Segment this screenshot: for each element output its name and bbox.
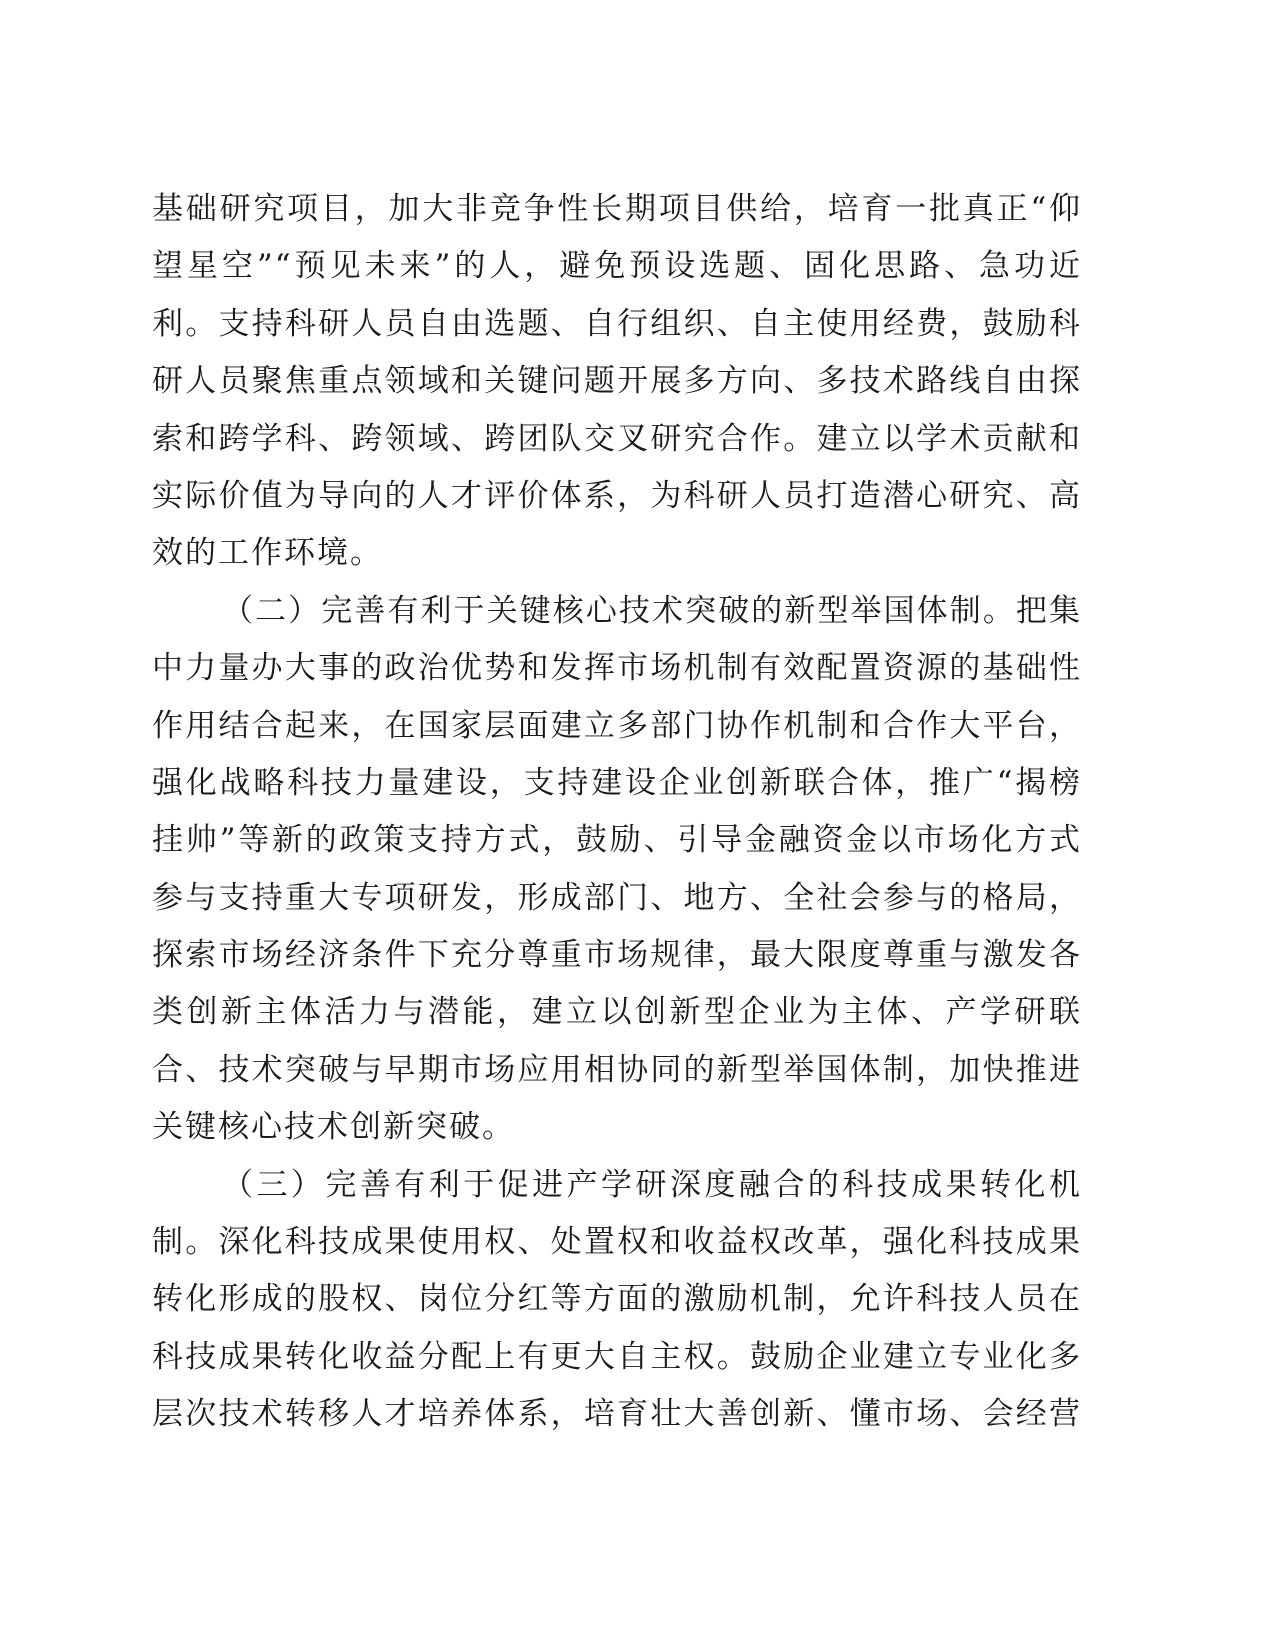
text-line: 实际价值为导向的人才评价体系，为科研人员打造潜心研究、高	[152, 477, 1082, 514]
text-line: 利。支持科研人员自由选题、自行组织、自主使用经费，鼓励科	[152, 305, 1082, 342]
text-line: 索和跨学科、跨领域、跨团队交叉研究合作。建立以学术贡献和	[152, 420, 1082, 457]
text-line: 关键核心技术创新突破。	[152, 1109, 515, 1146]
text-line: 研人员聚焦重点领域和关键问题开展多方向、多技术路线自由探	[152, 363, 1082, 400]
text-line: 参与支持重大专项研发，形成部门、地方、全社会参与的格局，	[152, 879, 1082, 916]
section-heading-line: （二）完善有利于关键核心技术突破的新型举国体制。把集	[222, 592, 1082, 629]
text-line: 中力量办大事的政治优势和发挥市场机制有效配置资源的基础性	[152, 650, 1082, 687]
text-line: 探索市场经济条件下充分尊重市场规律，最大限度尊重与激发各	[152, 937, 1082, 974]
text-line: 强化战略科技力量建设，支持建设企业创新联合体，推广“揭榜	[152, 764, 1082, 801]
text-line: 科技成果转化收益分配上有更大自主权。鼓励企业建立专业化多	[152, 1338, 1082, 1375]
text-line: 合、技术突破与早期市场应用相协同的新型举国体制，加快推进	[152, 1051, 1082, 1088]
text-line: 层次技术转移人才培养体系，培育壮大善创新、懂市场、会经营	[152, 1396, 1082, 1433]
text-line: 制。深化科技成果使用权、处置权和收益权改革，强化科技成果	[152, 1224, 1082, 1261]
text-line: 基础研究项目，加大非竞争性长期项目供给，培育一批真正“仰	[152, 191, 1082, 227]
text-line: 挂帅”等新的政策支持方式，鼓励、引导金融资金以市场化方式	[152, 822, 1082, 859]
text-line: 望星空”“预见未来”的人，避免预设选题、固化思路、急功近	[152, 248, 1082, 285]
text-line: 类创新主体活力与潜能，建立以创新型企业为主体、产学研联	[152, 994, 1082, 1031]
text-line: 转化形成的股权、岗位分红等方面的激励机制，允许科技人员在	[152, 1281, 1082, 1318]
body-text	[152, 181, 1082, 1444]
text-line: 作用结合起来，在国家层面建立多部门协作机制和合作大平台，	[152, 707, 1082, 744]
text-line: 效的工作环境。	[152, 535, 383, 572]
section-heading-line: （三）完善有利于促进产学研深度融合的科技成果转化机	[222, 1166, 1082, 1203]
